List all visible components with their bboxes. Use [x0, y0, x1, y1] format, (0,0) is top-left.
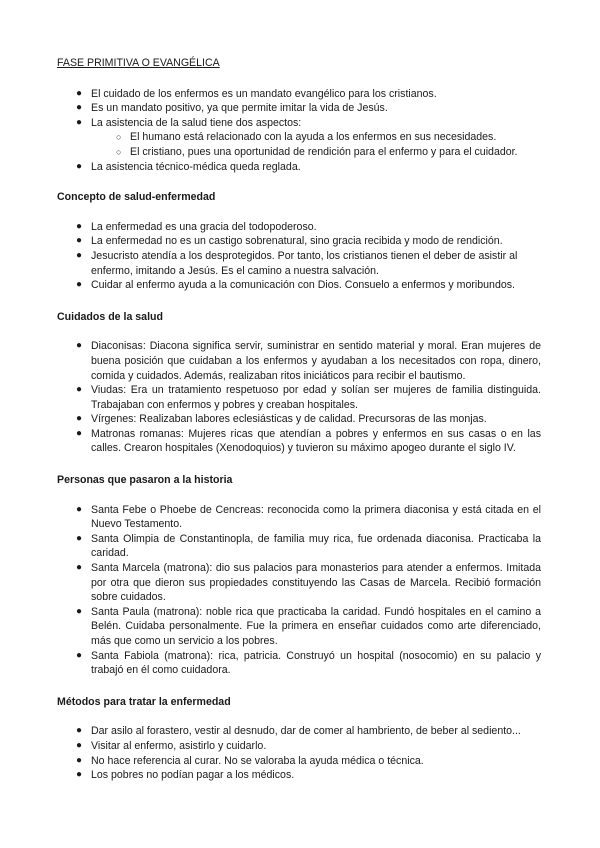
bullet-icon: ●: [76, 739, 83, 751]
list-item: ● Jesucristo atendía a los desprotegidos. Por tanto, los cristianos tienen el deber de asistir al enfermo, imitando a Jesús. Es el camino a nuestra salvación.: [76, 249, 518, 277]
intro-sublist: [57, 130, 541, 159]
section-metodos: [57, 695, 541, 783]
bullet-icon: ●: [76, 160, 83, 172]
intro-list-end: [57, 160, 541, 175]
list-item: ● Santa Paula (matrona): noble rica que practicaba la caridad. Fundó hospitales en el camino a Belén. Cuidaba personalmente. Fue la primera en enseñar cuidados como arte diferenciado, más que como un servicio a los pobres.: [76, 605, 541, 647]
section-list: [57, 503, 541, 678]
list-item: ● Dar asilo al forastero, vestir al desnudo, dar de comer al hambriento, de beber al sediento...: [76, 725, 521, 738]
bullet-icon: ●: [76, 754, 83, 766]
list-item: ● Matronas romanas: Mujeres ricas que atendían a pobres y enfermos en sus casas o en las calles. Crearon hospitales (Xenodoquios) y tuvieron su máximo apogeo durante el siglo IV.: [76, 427, 541, 455]
bullet-icon: ●: [76, 220, 83, 232]
list-item: ● La enfermedad no es un castigo sobrenatural, sino gracia recibida y modo de rendición.: [76, 235, 503, 248]
list-item: ● Santa Febe o Phoebe de Cencreas: reconocida como la primera diaconisa y está citada en el Nuevo Testamento.: [76, 503, 541, 531]
list-item: ● Cuidar al enfermo ayuda a la comunicación con Dios. Consuelo a enfermos y moribundos.: [76, 279, 515, 292]
bullet-icon: ●: [76, 769, 83, 781]
list-item: ● Santa Olimpia de Constantinopla, de familia muy rica, fue ordenada diaconisa. Practicaba la caridad.: [76, 532, 541, 560]
list-item: ● La asistencia técnico-médica queda reglada.: [76, 160, 301, 173]
sub-list-item: ○ El cristiano, pues una oportunidad de rendición para el enfermo y para el cuidador.: [116, 145, 518, 158]
list-item: ● No hace referencia al curar. No se valoraba la ayuda médica o técnica.: [76, 754, 424, 767]
list-item: ● Visitar al enfermo, asistirlo y cuidarlo.: [76, 739, 267, 752]
document-content: [57, 56, 541, 800]
bullet-icon: ●: [76, 102, 83, 114]
list-item: ● Santa Marcela (matrona): dio sus palacios para monasterios para atender a enfermos. Imitada por otra que dieron sus propiedades constituyendo las Casas de Marcela. Recibió formación sobre cuidados.: [76, 562, 541, 604]
hollow-bullet-icon: ○: [116, 146, 122, 157]
bullet-icon: ●: [76, 649, 83, 661]
bullet-icon: ●: [76, 249, 83, 261]
intro-list: [57, 87, 541, 131]
sub-list-item: ○ El humano está relacionado con la ayuda a los enfermos en sus necesidades.: [116, 131, 497, 144]
bullet-icon: ●: [76, 384, 83, 396]
list-item: ● La enfermedad es una gracia del todopoderoso.: [76, 220, 317, 233]
bullet-icon: ●: [76, 605, 83, 617]
hollow-bullet-icon: ○: [116, 132, 122, 143]
list-item: ● Diaconisas: Diacona significa servir, suministrar en sentido material y moral. Eran mujeres de buena posición que cuidaban a los enfermos y ayudaban a los necesitados con ropa, dinero, comida y cuidados. Además, realizaban ritos iniciáticos para recibir el bautismo.: [76, 340, 541, 382]
bullet-icon: ●: [76, 340, 83, 352]
section-heading: Cuidados de la salud: [57, 310, 163, 323]
bullet-icon: ●: [76, 562, 83, 574]
list-item: ● Santa Fabiola (matrona): rica, patricia. Construyó un hospital (nosocomio) en su palacio y trabajó en él como cuidadora.: [76, 649, 541, 677]
bullet-icon: ●: [76, 532, 83, 544]
section-list: [57, 339, 541, 456]
section-list: [57, 724, 541, 782]
section-salud-enfermedad: [57, 190, 541, 293]
section-heading: Métodos para tratar la enfermedad: [57, 695, 231, 708]
list-item: ● Vírgenes: Realizaban labores eclesiásticas y de calidad. Precursoras de las monjas.: [76, 413, 487, 426]
list-item: ● Los pobres no podían pagar a los médicos.: [76, 769, 295, 782]
page-title: FASE PRIMITIVA O EVANGÉLICA: [57, 57, 220, 69]
section-cuidados-salud: [57, 310, 541, 456]
bullet-icon: ●: [76, 413, 83, 425]
bullet-icon: ●: [76, 87, 83, 99]
list-item: ● La asistencia de la salud tiene dos aspectos:: [76, 116, 302, 129]
bullet-icon: ●: [76, 235, 83, 247]
bullet-icon: ●: [76, 427, 83, 439]
bullet-icon: ●: [76, 725, 83, 737]
section-personas-historia: [57, 473, 541, 678]
section-list: [57, 220, 541, 293]
bullet-icon: ●: [76, 503, 83, 515]
bullet-icon: ●: [76, 279, 83, 291]
list-item: ● Viudas: Era un tratamiento respetuoso por edad y solían ser mujeres de familia distinguida. Trabajaban con enfermos y pobres y creaban hospitales.: [76, 384, 541, 411]
bullet-icon: ●: [76, 116, 83, 128]
section-heading: Concepto de salud-enfermedad: [57, 191, 216, 204]
section-heading: Personas que pasaron a la historia: [57, 474, 233, 487]
list-item: ● Es un mandato positivo, ya que permite imitar la vida de Jesús.: [76, 102, 388, 115]
list-item: ● El cuidado de los enfermos es un mandato evangélico para los cristianos.: [76, 87, 437, 100]
